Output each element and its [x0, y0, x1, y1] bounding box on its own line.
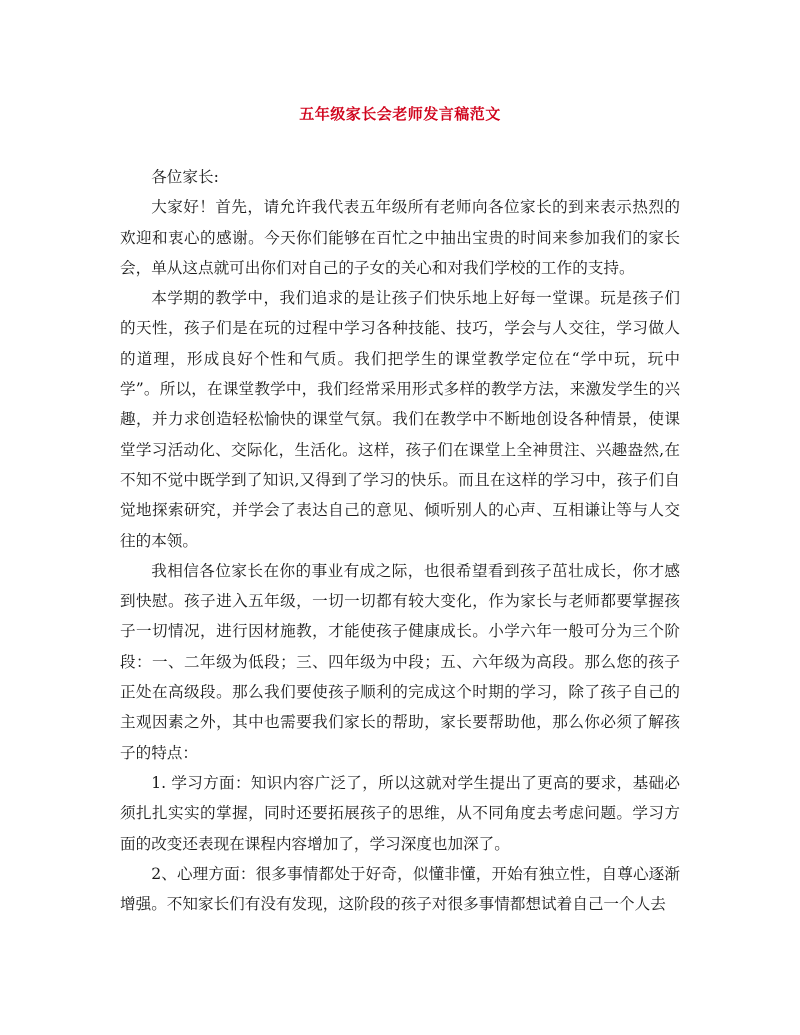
- paragraph-greeting: 各位家长:: [151, 168, 219, 186]
- document-body: [120, 162, 680, 919]
- paragraph-psychology-aspect: 2、心理方面：很多事情都处于好奇，似懂非懂，开始有独立性，自尊心逐渐增强。不知家长们有没有发现，这阶段的孩子对很多事情都想试着自己一个人去: [120, 864, 680, 914]
- paragraph-growth: 我相信各位家长在你的事业有成之际，也很希望看到孩子茁壮成长，你才感到快慰。孩子进入五年级，一切一切都有较大变化，作为家长与老师都要掌握孩子一切情况，进行因材施教，才能使孩子健康成长。小学六年一般可分为三个阶段：一、二年级为低段；三、四年级为中段；五、六年级为高段。那么您的孩子正处在高级段。那么我们要使孩子顺利的完成这个时期的学习，除了孩子自己的主观因素之外，其中也需要我们家长的帮助，家长要帮助他，那么你必须了解孩子的特点：: [120, 561, 680, 762]
- paragraph-study-aspect: 1. 学习方面：知识内容广泛了，所以这就对学生提出了更高的要求，基础必须扎扎实实的掌握，同时还要拓展孩子的思维，从不同角度去考虑问题。学习方面的改变还表现在课程内容增加了，学习深度也加深了。: [120, 773, 680, 853]
- paragraph-welcome: 大家好！首先，请允许我代表五年级所有老师向各位家长的到来表示热烈的欢迎和衷心的感谢。今天你们能够在百忙之中抽出宝贵的时间来参加我们的家长会，单从这点就可出你们对自己的子女的关心和对我们学校的工作的支持。: [120, 198, 680, 277]
- document-title: 五年级家长会老师发言稿范文: [299, 105, 501, 123]
- paragraph-teaching: 本学期的教学中，我们追求的是让孩子们快乐地上好每一堂课。玩是孩子们的天性，孩子们是在玩的过程中学习各种技能、技巧，学会与人交往，学习做人的道理，形成良好个性和气质。我们把学生的课堂教学定位在“学中玩，玩中学”。所以，在课堂教学中，我们经常采用形式多样的教学方法，来激发学生的兴趣，并力求创造轻松愉快的课堂气氛。我们在教学中不断地创设各种情景，使课堂学习活动化、交际化，生活化。这样，孩子们在课堂上全神贯注、兴趣盎然,在不知不觉中既学到了知识,又得到了学习的快乐。而且在这样的学习中，孩子们自觉地探索研究，并学会了表达自己的意见、倾听别人的心声、互相谦让等与人交往的本领。: [120, 289, 680, 550]
